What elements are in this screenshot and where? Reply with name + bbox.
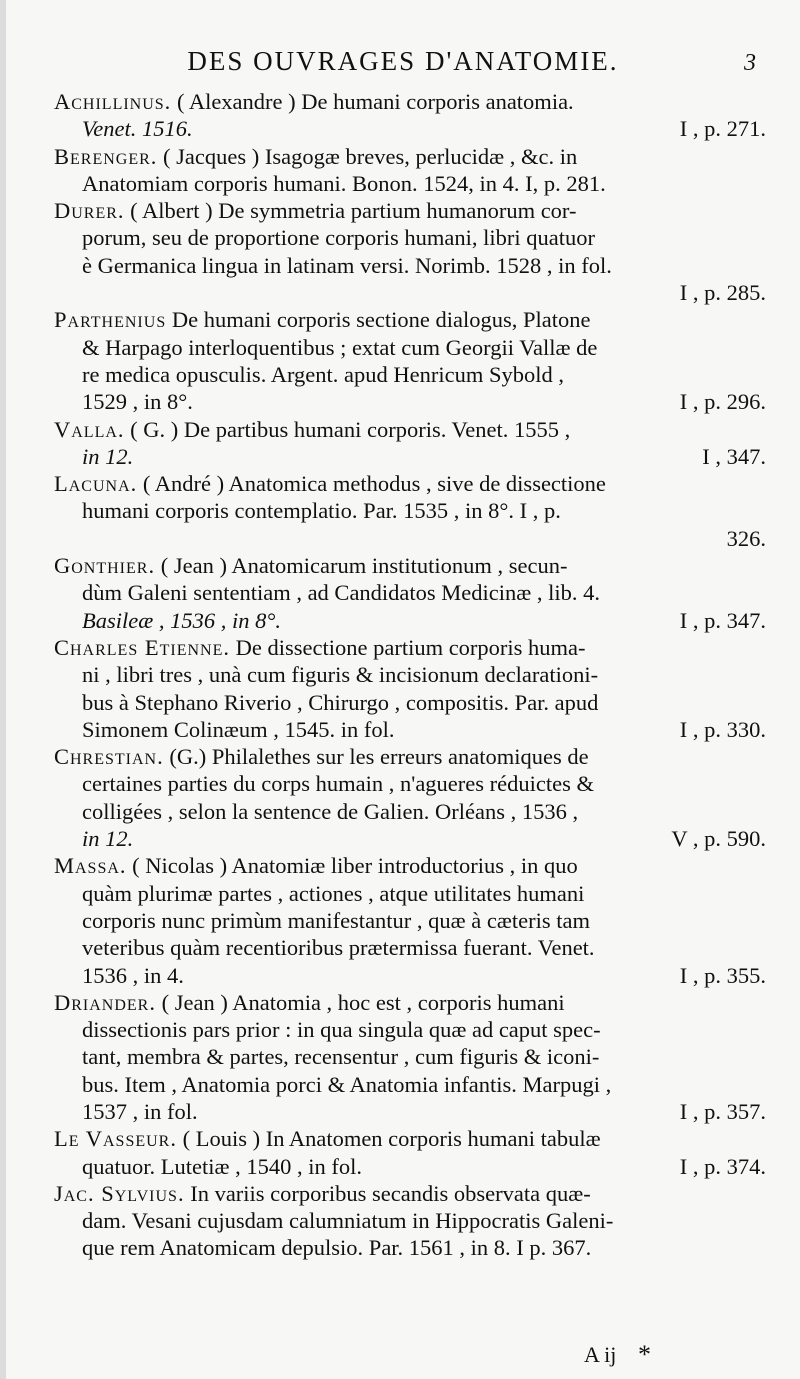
bibliography-list	[54, 88, 766, 1262]
entry-author: Valla.	[54, 416, 125, 442]
entry-valla	[54, 416, 766, 471]
entry-author: Achillinus.	[54, 89, 172, 114]
entry-reference: I , p. 357.	[679, 1098, 766, 1124]
entry-text: (G.) Philalethes sur les erreurs anatomiques de	[169, 744, 589, 770]
entry-lacuna	[54, 470, 766, 552]
entry-reference: I , p. 355.	[679, 962, 766, 988]
entry-text: & Harpago interloquentibus ; extat cum Georgii Vallæ de	[82, 334, 598, 360]
entry-massa	[54, 852, 766, 988]
entry-text: humani corporis contemplatio. Par. 1535 , in 8°. I , p.	[82, 498, 561, 524]
entry-text: certaines parties du corps humain , n'agueres réduictes &	[82, 771, 594, 797]
entry-reference: I , p. 285.	[679, 280, 766, 306]
entry-reference: I , 347.	[702, 443, 766, 469]
entry-pubinfo: in 12.	[82, 443, 134, 469]
entry-author: Parthenius	[54, 307, 167, 333]
entry-pubinfo: 1536 , in 4.	[82, 962, 184, 988]
entry-driander	[54, 989, 766, 1125]
entry-reference: I , p. 330.	[679, 716, 766, 742]
entry-text: colligées , selon la sentence de Galien. Orléans , 1536 ,	[82, 798, 579, 824]
entry-text: Anatomiam corporis humani. Bonon. 1524, in 4. I, p. 281.	[82, 170, 606, 196]
entry-text: è Germanica lingua in latinam versi. Norimb. 1528 , in fol.	[82, 252, 612, 278]
entry-text: De dissectione partium corporis huma-	[235, 634, 586, 660]
entry-jac-sylvius	[54, 1180, 766, 1262]
entry-author: Berenger.	[54, 143, 158, 169]
entry-text: ( Nicolas ) Anatomiæ liber introductorius , in quo	[132, 853, 578, 879]
entry-text: ( Jacques ) Isagogæ breves, perlucidæ , &c. in	[163, 143, 578, 169]
entry-chrestian	[54, 743, 766, 852]
entry-text: In variis corporibus secandis observata quæ-	[190, 1180, 591, 1206]
entry-text: dùm Galeni sententiam , ad Candidatos Medicinæ , lib. 4.	[82, 580, 601, 606]
entry-text: ( Albert ) De symmetria partium humanorum cor-	[130, 198, 577, 224]
asterisk-mark: *	[638, 1340, 651, 1369]
entry-text: De humani corporis sectione dialogus, Platone	[171, 307, 591, 333]
entry-text: 1529 , in 8°.	[82, 389, 193, 415]
entry-author: Driander.	[54, 989, 156, 1015]
entry-pubinfo: quatuor. Lutetiæ , 1540 , in fol.	[82, 1153, 362, 1179]
entry-author: Jac. Sylvius.	[54, 1180, 185, 1206]
entry-pubinfo: Venet. 1516.	[82, 116, 193, 142]
entry-text: ( Alexandre ) De humani corporis anatomia.	[176, 89, 574, 114]
entry-reference: V , p. 590.	[671, 826, 766, 852]
entry-text: ( Louis ) In Anatomen corporis humani tabulæ	[182, 1126, 601, 1152]
entry-text: ni , libri tres , unà cum figuris & incisionum declarationi-	[82, 662, 599, 688]
entry-text: dam. Vesani cujusdam calumniatum in Hippocratis Galeni-	[82, 1208, 614, 1234]
entry-text: ( G. ) De partibus humani corporis. Venet. 1555 ,	[130, 416, 571, 442]
entry-text: dissectionis pars prior : in qua singula quæ ad caput spec-	[82, 1017, 601, 1043]
entry-pubinfo: Simonem Colinæum , 1545. in fol.	[82, 716, 395, 742]
entry-author: Lacuna.	[54, 471, 138, 497]
entry-pubinfo: Basileæ , 1536 , in 8°.	[82, 607, 281, 633]
entry-text: porum, seu de proportione corporis humani, libri quatuor	[82, 225, 596, 251]
entry-text: quàm plurimæ partes , actiones , atque utilitates humani	[82, 880, 585, 906]
entry-text: ( Jean ) Anatomicarum institutionum , secun-	[160, 553, 568, 579]
entry-pubinfo: in 12.	[82, 826, 134, 852]
entry-text: tant, membra & partes, recensentur , cum figuris & iconi-	[82, 1044, 600, 1070]
entry-author: Gonthier.	[54, 553, 156, 579]
signature-mark: A ij	[584, 1342, 617, 1367]
entry-author: Massa.	[54, 853, 127, 879]
entry-parthenius	[54, 306, 766, 415]
page-footer	[6, 1342, 800, 1374]
entry-reference: I , p. 296.	[679, 389, 766, 415]
entry-text: re medica opusculis. Argent. apud Henricum Sybold ,	[82, 361, 564, 387]
entry-reference: I , p. 271.	[679, 116, 766, 142]
entry-gonthier	[54, 552, 766, 634]
entry-charles-etienne	[54, 634, 766, 743]
entry-text: que rem Anatomicam depulsio. Par. 1561 , in 8. I p. 367.	[82, 1235, 592, 1261]
entry-achillinus	[54, 88, 766, 143]
entry-text: ( André ) Anatomica methodus , sive de dissectione	[142, 471, 606, 497]
entry-pubinfo: 1537 , in fol.	[82, 1098, 198, 1124]
entry-author: Durer.	[54, 198, 125, 224]
entry-text: veteribus quàm recentioribus prætermissa fuerant. Venet.	[82, 935, 595, 961]
entry-text: bus à Stephano Riverio , Chirurgo , compositis. Par. apud	[82, 689, 599, 715]
entry-berenger	[54, 143, 766, 198]
running-head: DES OUVRAGES D'ANATOMIE.	[187, 46, 619, 76]
entry-durer	[54, 197, 766, 306]
page-header	[6, 44, 800, 84]
page-number: 3	[744, 50, 756, 76]
entry-reference: 326.	[726, 525, 766, 551]
entry-reference: I , p. 374.	[679, 1153, 766, 1179]
entry-text: corporis nunc primùm manifestantur , quæ à cæteris tam	[82, 907, 591, 933]
entry-reference: I , p. 347.	[679, 607, 766, 633]
entry-text: bus. Item , Anatomia porci & Anatomia infantis. Marpugi ,	[82, 1071, 612, 1097]
entry-author: Charles Etienne.	[54, 634, 230, 660]
entry-author: Le Vasseur.	[54, 1126, 177, 1152]
entry-author: Chrestian.	[54, 744, 164, 770]
entry-le-vasseur	[54, 1125, 766, 1180]
entry-text: ( Jean ) Anatomia , hoc est , corporis humani	[161, 989, 565, 1015]
